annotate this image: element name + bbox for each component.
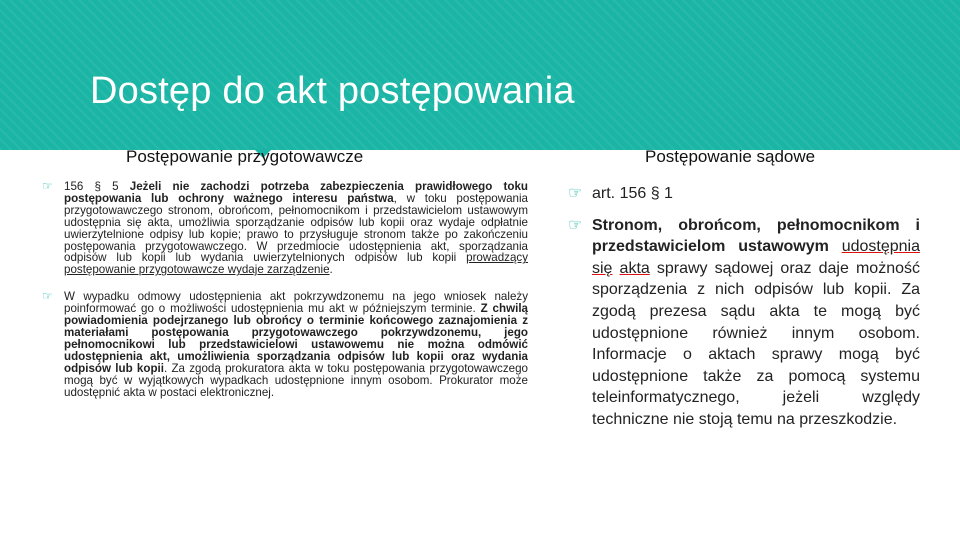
right-bullet-item: [568, 183, 920, 205]
underlined-word: się: [592, 259, 613, 277]
article-reference: art. 156 § 1: [592, 185, 673, 202]
left-column-heading: Postępowanie przygotowawcze: [126, 147, 364, 166]
item-text-bold: Z chwilą powiadomienia podejrzanego lub obrońcy o terminie końcowego zaznajomienia z materiałami postępowania przygotowawczego pokrzywdzonemu, jego pełnomocnikowi lub przedstawicielowi ustawowemu nie można odmówić udostępnienia akt, umożliwienia sporządzania odpisów lub kopii oraz wydania odpisów lub kopii: [64, 302, 528, 375]
underlined-word: udostępnia: [841, 238, 920, 256]
item-text-suffix: .: [329, 263, 333, 277]
left-bullet-item: [42, 291, 528, 398]
hand-pointer-icon: ☞: [42, 289, 53, 304]
hand-pointer-icon: ☞: [568, 185, 583, 202]
item-text-prefix: 156 § 5: [64, 180, 130, 193]
item-text-prefix: W wypadku odmowy udostępnienia akt pokrzywdzonemu na jego wniosek należy poinformować go o możliwości udostępnienia mu akt w późniejszym terminie.: [64, 290, 528, 316]
item-text-middle: , w toku postępowania przygotowawczego stronom, obrońcom, pełnomocnikom i przedstawicielom ustawowym udostępnia się akta, umożliwia sporządzanie odpisów lub kopii oraz wydaje odpłatnie uwierzytelnione odpisy lub kopie; prawo to przysługuje stronom także po zakończeniu postępowania przygotowawczego. W przedmiocie udostępnienia akt, sporządzania odpisów lub kopii lub wydania uwierzytelnionych odpisów lub kopii: [64, 191, 528, 265]
item-text-rest: sprawy sądowej oraz daje możność sporządzenia z nich odpisów lub kopii. Za zgodą prezesa sądu akta te mogą być udostępnione również innym osobom. Informacje o aktach sprawy mogą być udostępnione także za pomocą systemu teleinformatycznego, jeżeli względy techniczne nie stoją temu na przeszkodzie.: [592, 259, 920, 428]
left-bullet-item: [42, 181, 528, 276]
header-banner: [0, 0, 960, 150]
left-column: [42, 181, 528, 413]
right-column: [568, 183, 920, 441]
item-text-bold: Stronom, obrońcom, pełnomocnikom i przedstawicielom ustawowym: [592, 216, 920, 256]
hand-pointer-icon: ☞: [42, 179, 53, 193]
item-text-underlined: prowadzący postępowanie przygotowawcze wydaje zarządzenie: [64, 251, 528, 277]
right-bullet-item: [568, 215, 920, 431]
underlined-word: akta: [619, 259, 650, 277]
hand-pointer-icon: ☞: [568, 216, 583, 234]
item-text-bold: Jeżeli nie zachodzi potrzeba zabezpieczenia prawidłowego toku postępowania lub ochrony ważnego interesu państwa: [64, 180, 528, 205]
slide-title: Dostęp do akt postępowania: [90, 70, 575, 112]
item-text-suffix: . Za zgodą prokuratora akta w toku postępowania przygotowawczego mogą być w wyjątkowych wypadkach udostępnione innym osobom. Prokurator może udostępnić akta w postaci elektronicznej.: [64, 361, 528, 399]
right-column-heading: Postępowanie sądowe: [645, 147, 816, 166]
